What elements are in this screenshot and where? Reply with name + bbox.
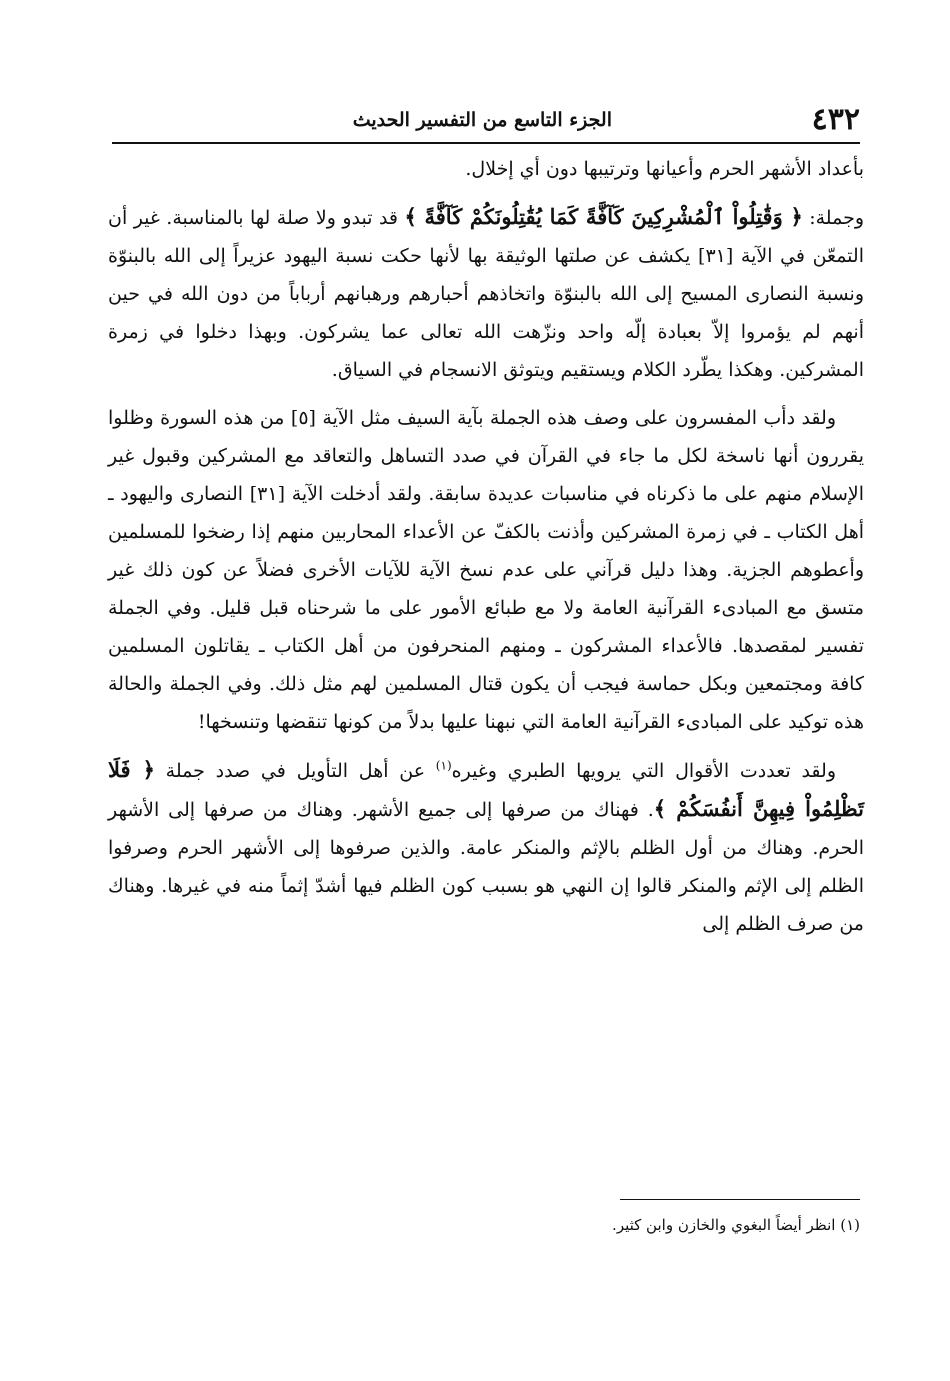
paragraph-text: ولقد تعددت الأقوال التي يرويها الطبري وغيره <box>451 760 836 782</box>
paragraph <box>108 198 864 389</box>
footnote-reference: (١) <box>435 758 452 773</box>
paragraph-text: ولقد دأب المفسرون على وصف هذه الجملة بآية السيف مثل الآية [٥] من هذه السورة وظلوا يقررون أنها ناسخة لكل ما جاء في القرآن في صدد التساهل والتعاقد مع المشركين وقبول غير الإسلام منهم على ما ذكرناه في مناسبات عديدة سابقة. ولقد أدخلت الآية [٣١] النصارى واليهود ـ أهل الكتاب ـ في زمرة المشركين وأذنت بالكفّ عن الأعداء المحاربين منهم إذا رضخوا للمسلمين وأعطوهم الجزية. وهذا دليل قرآني على عدم نسخ الآية للآيات الأخرى فضلاً عن كون ذلك غير متسق مع المبادىء القرآنية العامة ولا مع طبائع الأمور على ما شرحناه قبل قليل. وفي الجملة تفسير لمقصدها. فالأعداء المشركون ـ ومنهم المنحرفون من أهل الكتاب ـ يقاتلون المسلمين كافة ومجتمعين وبكل حماسة فيجب أن يكون قتال المسلمين لهم مثل ذلك. وفي الجملة والحالة هذه توكيد على المبادىء القرآنية العامة التي نبهنا عليها بدلاً من كونها تنقضها وتنسخها! <box>108 407 864 733</box>
running-title: الجزء التاسع من التفسير الحديث <box>352 109 612 131</box>
paragraph-text: . فهناك من صرفها إلى جميع الأشهر. وهناك من صرفها إلى الأشهر الحرم. وهناك من أول الظلم بالإثم والمنكر عامة. والذين صرفوها إلى الأشهر الحرم وصرفوا الظلم إلى الإثم والمنكر قالوا إن النهي هو بسبب كون الظلم فيها أشدّ إثماً منه في غيرها. وهناك من صرف الظلم إلى <box>108 799 864 935</box>
header-rule <box>112 142 860 144</box>
footnote-rule <box>620 1199 860 1200</box>
page-header <box>112 100 860 140</box>
quran-verse: ﴿ وَقَٰتِلُواْ ٱلْمُشْرِكِينَ كَآفَّةً كَمَا يُقَٰتِلُونَكُمْ كَآفَّةً ﴾ <box>404 204 803 229</box>
quran-verse: ﴿ فَلَا تَظْلِمُواْ فِيهِنَّ أَنفُسَكُمْ ﴾ <box>108 757 864 821</box>
paragraph <box>108 399 864 741</box>
paragraph-text: عن أهل التأويل في صدد جملة <box>154 760 436 782</box>
paragraph <box>108 150 864 188</box>
page-number: ٤٣٢ <box>811 102 860 137</box>
body-text <box>108 150 864 953</box>
paragraph-text: بأعداد الأشهر الحرم وأعيانها وترتيبها دون أي إخلال. <box>465 158 864 180</box>
paragraph-text: وجملة: <box>802 207 865 229</box>
footnote: (١) انظر أيضاً البغوي والخازن وابن كثير. <box>612 1216 860 1234</box>
paragraph-text: قد تبدو ولا صلة لها بالمناسبة. غير أن التمعّن في الآية [٣١] يكشف عن صلتها الوثيقة بها لأنها حكت نسبة اليهود عزيراً إلى الله بالبنوّة ونسبة النصارى المسيح إلى الله بالبنوّة واتخاذهم أحبارهم ورهبانهم أرباباً من دون الله في حين أنهم لم يؤمروا إلاّ بعبادة إلّه واحد ونزّهت الله تعالى عما يشركون. وبهذا دخلوا في زمرة المشركين. وهكذا يطّرد الكلام ويستقيم ويتوثق الانسجام في السياق. <box>108 207 864 381</box>
paragraph <box>108 751 864 943</box>
